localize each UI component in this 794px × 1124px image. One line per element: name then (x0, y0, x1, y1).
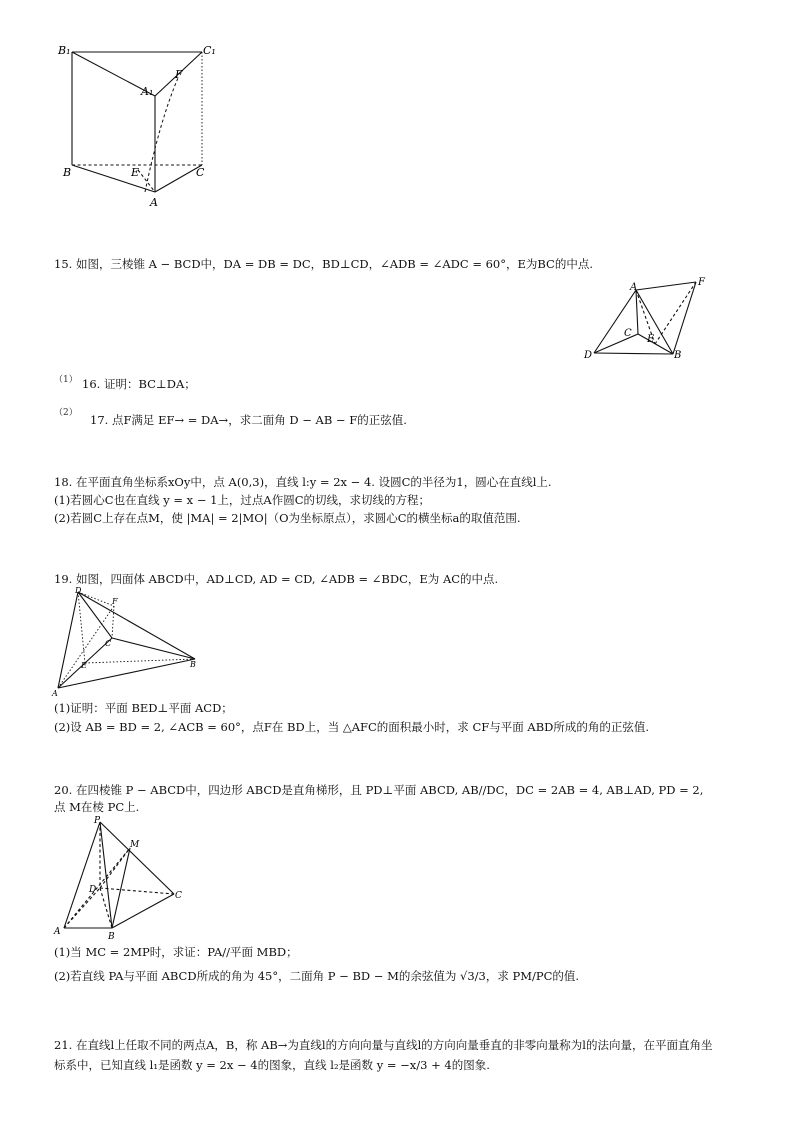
q20-label-m: M (130, 840, 140, 850)
q20-label-a: A (54, 927, 61, 937)
q21-line1: 21. 在直线l上任取不同的两点A，B，称 AB→为直线l的方向向量与直线l的方向向量垂直的非零向量称为l的法向量，在平面直角坐 (54, 1038, 713, 1052)
q19-label-d: D (75, 586, 82, 595)
q19-label-c: C (105, 639, 112, 648)
label-a1: A₁ (141, 85, 154, 98)
q15-label-f: F (698, 277, 705, 288)
q20-label-b: B (108, 932, 115, 942)
q15-part1: 16. 证明：BC⊥DA； (82, 377, 196, 391)
q21-line2: 标系中，已知直线 l₁是函数 y = 2x − 4的图象，直线 l₂是函数 y = −x/3 + 4的图象. (54, 1058, 490, 1072)
q15-label-d: D (584, 350, 593, 361)
q19-part2: (2)设 AB = BD = 2, ∠ACB = 60°，点F在 BD上，当 △AFC的面积最小时，求 CF与平面 ABD所成的角的正弦值. (54, 720, 650, 734)
label-f: F (175, 68, 183, 81)
q20-label-p: P (94, 816, 101, 826)
q19-stem: 19. 如图，四面体 ABCD中，AD⊥CD, AD = CD, ∠ADB = ∠BDC，E为 AC的中点. (54, 572, 499, 586)
q20-figure (52, 814, 192, 942)
q15-label-b: B (674, 350, 682, 361)
q19-label-e: E (81, 661, 87, 670)
q19-label-f: F (112, 597, 118, 606)
q15-label-a: A (630, 282, 638, 293)
q15-figure (578, 274, 718, 366)
q15-label-c: C (624, 328, 632, 339)
q19-figure (50, 586, 210, 698)
q15-part1-marker: （1） (54, 375, 78, 385)
q20-label-d: D (89, 885, 97, 895)
q15-label-e: E (647, 334, 655, 345)
q15-part2-marker: （2） (54, 408, 78, 418)
prism-figure (55, 40, 225, 210)
q20-part1: (1)当 MC = 2MP时，求证：PA//平面 MBD； (54, 945, 298, 959)
q15-part2: 17. 点F满足 EF→ = DA→，求二面角 D − AB − F的正弦值. (90, 413, 407, 427)
label-a: A (150, 196, 158, 209)
q18-part2: (2)若圆C上存在点M，使 |MA| = 2|MO|（O为坐标原点），求圆心C的横坐标a的取值范围. (54, 511, 521, 525)
label-c: C (196, 166, 205, 179)
q19-part1: (1)证明：平面 BED⊥平面 ACD； (54, 701, 233, 715)
q15-stem: 15. 如图，三棱锥 A − BCD中，DA = DB = DC，BD⊥CD，∠ADB = ∠ADC = 60°，E为BC的中点. (54, 257, 594, 271)
q18-part1: (1)若圆心C也在直线 y = x − 1上，过点A作圆C的切线，求切线的方程； (54, 493, 431, 507)
q20-label-c: C (175, 891, 182, 901)
q18-stem: 18. 在平面直角坐标系xOy中，点 A(0,3)，直线 l:y = 2x − 4. 设圆C的半径为1，圆心在直线l上. (54, 475, 552, 489)
q20-stem-line1: 20. 在四棱锥 P − ABCD中，四边形 ABCD是直角梯形，且 PD⊥平面 ABCD, AB//DC，DC = 2AB = 4, AB⊥AD, PD = 2, (54, 783, 704, 797)
q20-stem-line2: 点 M在棱 PC上. (54, 800, 140, 814)
q19-label-a: A (52, 689, 58, 698)
q20-part2: (2)若直线 PA与平面 ABCD所成的角为 45°，二面角 P − BD − M的余弦值为 √3/3，求 PM/PC的值. (54, 969, 580, 983)
label-b: B (63, 166, 72, 179)
q19-label-b: B (190, 660, 196, 669)
label-b1: B₁ (58, 44, 71, 57)
label-e: E (131, 166, 140, 179)
label-c1: C₁ (203, 44, 216, 57)
